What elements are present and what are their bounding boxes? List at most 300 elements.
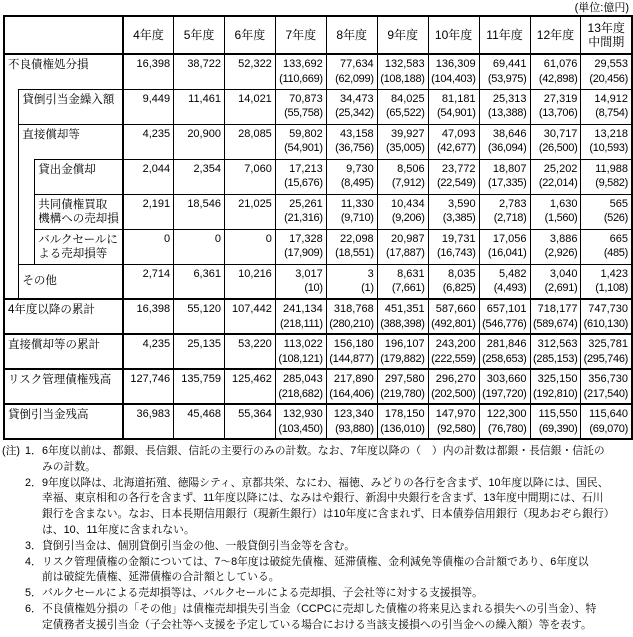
table-row	[4, 404, 632, 439]
value-cell	[326, 404, 377, 439]
value-paren: (9,206)	[391, 212, 425, 224]
note-prefix	[2, 476, 25, 539]
note-number: 6．	[25, 602, 42, 615]
value: 1,423	[600, 267, 628, 280]
note-number: 3．	[25, 539, 42, 552]
note-body	[42, 444, 633, 476]
row-label: バルクセールに よる売却損等	[35, 229, 123, 264]
value-paren: (17,909)	[284, 247, 323, 259]
value-cell	[123, 229, 174, 264]
value-cell	[428, 124, 479, 159]
value: 16,398	[136, 303, 171, 315]
value-cell	[428, 159, 479, 194]
value-cell	[530, 159, 581, 194]
value-cell	[275, 299, 326, 334]
value-paren: (16,743)	[436, 247, 476, 259]
value-cell	[428, 54, 479, 89]
value-paren: (35,005)	[386, 142, 425, 154]
value-cell	[377, 54, 428, 89]
value-cell	[275, 334, 326, 369]
row-label: 貸倒引当金残高	[4, 404, 123, 439]
value: 36,983	[136, 408, 171, 420]
value: 34,473	[340, 92, 374, 105]
value-paren: (54,901)	[284, 142, 323, 154]
value-cell	[174, 369, 225, 404]
value-cell	[581, 229, 632, 264]
value-paren: (42,677)	[436, 142, 476, 154]
value: 7,060	[244, 162, 272, 175]
value-paren: (485)	[603, 247, 628, 259]
value: 20,900	[187, 127, 221, 140]
value-paren: (526)	[603, 212, 628, 224]
value: 8,506	[397, 162, 425, 175]
value-cell	[428, 229, 479, 264]
value-cell	[326, 54, 377, 89]
value-cell	[530, 404, 581, 439]
footnote-line: は、10、11年度に含まれない。	[42, 523, 195, 536]
value: 3	[367, 267, 374, 280]
value-cell	[479, 404, 530, 439]
footnotes	[2, 444, 633, 634]
value-paren: (13,388)	[487, 107, 527, 119]
value: 28,085	[238, 127, 272, 140]
column-header: 5年度	[174, 16, 225, 54]
row-label: 直接償却等	[19, 124, 123, 159]
footnote-line: バルクセールによる売却損等は、バルクセールによる売却損、子会社等に対する支援損等。	[42, 587, 483, 600]
value: 9,449	[142, 92, 171, 105]
value: 156,180	[333, 338, 374, 350]
value-cell	[326, 159, 377, 194]
value-cell	[174, 159, 225, 194]
table-row	[4, 89, 632, 124]
value: 2,044	[142, 162, 171, 175]
value-paren: (20,456)	[589, 72, 628, 85]
value: 18,546	[187, 197, 221, 210]
value-paren: (8,495)	[340, 177, 374, 189]
value-paren: (42,898)	[538, 72, 578, 85]
value: 136,309	[435, 58, 476, 70]
value-cell	[326, 124, 377, 159]
value-cell	[530, 369, 581, 404]
indent-strip	[4, 89, 19, 299]
value-cell	[428, 369, 479, 404]
value-cell	[174, 54, 225, 89]
value-paren: (108,121)	[278, 352, 323, 365]
note-body	[42, 476, 633, 539]
value: 22,098	[340, 232, 374, 245]
value-cell	[377, 229, 428, 264]
value-cell	[174, 264, 225, 299]
value-cell	[428, 299, 479, 334]
value-cell	[174, 89, 225, 124]
value-cell	[326, 264, 377, 299]
value-paren: (1,108)	[595, 282, 628, 294]
value: 69,441	[492, 58, 527, 70]
row-label: 共同債権買取 機構への売却損	[35, 194, 123, 229]
value: 11,330	[340, 197, 374, 210]
value-paren: (258,653)	[482, 352, 527, 365]
note-body	[42, 539, 633, 555]
column-header: 4年度	[123, 16, 174, 54]
value-cell	[326, 334, 377, 369]
table-row	[4, 124, 632, 159]
value-paren: (280,210)	[329, 317, 374, 330]
footnote-line: 6年度以前は、都銀、長信銀、信託の主要行のみの計数。なお、7年度以降の（ ）内の計数は都銀・長信銀・信託の	[42, 445, 605, 457]
footnote-line: 貸倒引当金は、個別貸倒引当金の他、一般貸倒引当金等を含む。	[42, 539, 356, 552]
value: 9,730	[346, 162, 374, 175]
value-paren: (65,522)	[386, 107, 425, 119]
value: 107,442	[232, 303, 272, 315]
corner-cell	[4, 16, 123, 54]
value-paren: (54,901)	[436, 107, 476, 119]
value-cell	[123, 194, 174, 229]
value-cell	[377, 264, 428, 299]
value-paren: (388,398)	[380, 317, 425, 330]
value-cell	[123, 124, 174, 159]
value-paren: (1,560)	[544, 212, 578, 224]
value: 451,351	[384, 303, 425, 315]
value: 53,220	[238, 338, 272, 350]
value: 10,216	[238, 267, 272, 280]
value-cell	[224, 299, 275, 334]
value-cell	[428, 194, 479, 229]
value: 17,213	[289, 162, 323, 175]
value-cell	[377, 334, 428, 369]
value: 84,025	[390, 92, 425, 105]
value-paren: (1)	[361, 282, 374, 294]
footnote-line: 9年度以降は、北海道拓殖、徳陽シティ、京都共栄、なにわ、福徳、みどりの各行を含まず、10年度以降には、国民、	[42, 476, 609, 489]
value: 52,322	[238, 58, 272, 70]
value: 14,021	[238, 92, 272, 105]
footnote-line: リスク管理債権の金額については、7～8年度は破綻先債権、延滞債権、金利減免等債権の合計額であり、6年度以	[42, 555, 589, 568]
value-cell	[530, 299, 581, 334]
value-cell	[581, 89, 632, 124]
column-header: 6年度	[224, 16, 275, 54]
value: 2,714	[142, 267, 171, 280]
value: 243,200	[435, 338, 476, 350]
value-cell	[123, 264, 174, 299]
value-cell	[377, 194, 428, 229]
value-cell	[275, 264, 326, 299]
value: 25,313	[492, 92, 527, 105]
value: 303,660	[486, 373, 527, 385]
value-paren: (62,099)	[335, 72, 374, 85]
value-cell	[581, 404, 632, 439]
table-row	[4, 54, 632, 89]
unit-label: (単位:億円)	[574, 2, 629, 14]
row-label: 不良債権処分損	[4, 54, 123, 89]
value-paren: (108,188)	[380, 72, 425, 85]
value-cell	[174, 124, 225, 159]
value-cell	[581, 334, 632, 369]
row-label: 直接償却等の累計	[4, 334, 123, 369]
value: 17,056	[492, 232, 527, 245]
table-row	[4, 264, 632, 299]
note-prefix	[2, 586, 25, 602]
value-paren: (36,094)	[487, 142, 527, 154]
value: 285,043	[282, 373, 323, 385]
value-cell	[174, 404, 225, 439]
value-cell	[275, 229, 326, 264]
value: 318,768	[333, 303, 374, 315]
value-cell	[275, 89, 326, 124]
column-header: 10年度	[428, 16, 479, 54]
value: 10,434	[390, 197, 425, 210]
value-paren: (164,406)	[329, 387, 374, 400]
value-paren: (2,691)	[544, 282, 578, 294]
value-cell	[377, 89, 428, 124]
row-label: 貸出金償却	[35, 159, 123, 194]
value-paren: (9,582)	[595, 177, 628, 189]
value-paren: (26,500)	[538, 142, 578, 154]
value-paren: (21,316)	[284, 212, 323, 224]
row-label: その他	[19, 264, 123, 299]
value: 2,783	[498, 197, 527, 210]
value: 11,461	[188, 92, 221, 105]
value-cell	[428, 334, 479, 369]
value: 4,235	[142, 338, 171, 350]
value-paren: (2,718)	[493, 212, 527, 224]
value: 20,987	[390, 232, 425, 245]
value-cell	[581, 299, 632, 334]
note-body	[42, 555, 633, 587]
value: 59,802	[289, 127, 323, 140]
value: 18,807	[492, 162, 527, 175]
value: 132,583	[384, 58, 425, 70]
indent-strip	[19, 159, 35, 264]
value: 43,158	[340, 127, 374, 140]
value-paren: (104,403)	[431, 72, 476, 85]
value-paren: (69,070)	[589, 422, 628, 435]
value-cell	[224, 159, 275, 194]
value-paren: (16,041)	[487, 247, 527, 259]
value-paren: (53,975)	[487, 72, 527, 85]
value: 19,731	[441, 232, 476, 245]
value-cell	[479, 124, 530, 159]
value: 147,970	[435, 408, 476, 420]
value: 23,772	[441, 162, 476, 175]
value: 665	[609, 232, 628, 245]
value-cell	[581, 264, 632, 299]
value-paren: (295,746)	[583, 352, 628, 365]
row-label: リスク管理債権残高	[4, 369, 123, 404]
value-cell	[428, 89, 479, 124]
value-cell	[377, 404, 428, 439]
value-cell	[377, 159, 428, 194]
value-paren: (4,493)	[493, 282, 527, 294]
value-cell	[530, 194, 581, 229]
value: 123,340	[333, 408, 374, 420]
value-cell	[479, 229, 530, 264]
table-row	[4, 299, 632, 334]
table-row	[4, 159, 632, 194]
value: 3,590	[448, 197, 476, 210]
column-header: 11年度	[479, 16, 530, 54]
note-prefix	[2, 555, 25, 587]
header-row	[4, 16, 632, 54]
value: 125,462	[232, 373, 272, 385]
value-cell	[530, 334, 581, 369]
column-header: 9年度	[377, 16, 428, 54]
value-paren: (15,676)	[284, 177, 323, 189]
value: 132,930	[282, 408, 323, 420]
value-paren: (219,780)	[380, 387, 425, 400]
value: 133,692	[282, 58, 323, 70]
value: 718,177	[537, 303, 578, 315]
value-cell	[224, 89, 275, 124]
value-paren: (18,551)	[335, 247, 374, 259]
value: 0	[265, 232, 272, 245]
value-paren: (13,706)	[538, 107, 578, 119]
row-label: 4年度以降の累計	[4, 299, 123, 334]
value: 25,202	[543, 162, 578, 175]
value-paren: (192,810)	[533, 387, 578, 400]
value: 325,781	[588, 338, 628, 350]
value-cell	[581, 54, 632, 89]
value-cell	[123, 404, 174, 439]
value-cell	[326, 229, 377, 264]
value-cell	[377, 299, 428, 334]
value: 8,035	[448, 267, 476, 280]
value-paren: (589,674)	[533, 317, 578, 330]
value-cell	[377, 124, 428, 159]
table-row	[4, 229, 632, 264]
value-cell	[428, 264, 479, 299]
value: 14,912	[594, 92, 628, 105]
value-cell	[174, 194, 225, 229]
value: 16,398	[136, 58, 171, 70]
footnote	[2, 555, 633, 587]
value: 196,107	[384, 338, 425, 350]
footnote	[2, 602, 633, 634]
value: 122,300	[486, 408, 527, 420]
footnote-line: 定債務者支援引当金（子会社等へ支援を予定している場合における当該支援損への引当金への繰入額）等を表す。	[42, 618, 592, 631]
value: 747,730	[588, 303, 628, 315]
footnote-line: 幸福、東京相和の各行を含まず、11年度以降には、なみはや銀行、新潟中央銀行を含まず、13年度中間期には、石川	[42, 492, 604, 505]
value-cell	[275, 54, 326, 89]
value-cell	[275, 369, 326, 404]
value: 3,040	[549, 267, 578, 280]
value-paren: (103,450)	[278, 422, 323, 435]
value: 4,235	[142, 127, 171, 140]
value-cell	[479, 369, 530, 404]
value-paren: (546,776)	[482, 317, 527, 330]
value: 127,746	[130, 373, 171, 385]
value: 25,135	[187, 338, 221, 350]
value-paren: (222,559)	[431, 352, 476, 365]
value-paren: (17,887)	[386, 247, 425, 259]
value-cell	[224, 334, 275, 369]
value: 312,563	[537, 338, 578, 350]
value-paren: (202,500)	[431, 387, 476, 400]
value: 115,640	[589, 408, 628, 420]
note-body	[42, 586, 633, 602]
value-cell	[123, 369, 174, 404]
value: 45,468	[187, 408, 221, 420]
value: 0	[164, 232, 171, 245]
value: 17,328	[289, 232, 323, 245]
value-paren: (22,549)	[436, 177, 476, 189]
value: 30,717	[543, 127, 578, 140]
value: 38,646	[492, 127, 527, 140]
value: 25,261	[289, 197, 323, 210]
value-cell	[479, 299, 530, 334]
value-paren: (9,710)	[340, 212, 374, 224]
value-paren: (93,880)	[335, 422, 374, 435]
value-paren: (218,682)	[278, 387, 323, 400]
value: 0	[214, 232, 221, 245]
value-paren: (110,669)	[279, 72, 323, 85]
value-cell	[530, 229, 581, 264]
value-paren: (22,014)	[538, 177, 578, 189]
value-cell	[123, 299, 174, 334]
value-paren: (55,758)	[284, 107, 323, 119]
value: 565	[609, 197, 628, 210]
note-number: 5．	[25, 587, 42, 600]
value: 113,022	[283, 338, 323, 350]
value-cell	[123, 159, 174, 194]
value-cell	[174, 229, 225, 264]
value: 2,191	[142, 197, 171, 210]
value: 39,927	[390, 127, 425, 140]
note-prefix: (注)	[2, 445, 20, 457]
value-cell	[479, 264, 530, 299]
column-header: 8年度	[326, 16, 377, 54]
note-number: 4．	[25, 555, 42, 568]
value-cell	[275, 194, 326, 229]
value-paren: (2,926)	[544, 247, 578, 259]
value-cell	[326, 89, 377, 124]
note-number: 2．	[25, 476, 42, 489]
value-paren: (285,153)	[533, 352, 578, 365]
value-cell	[479, 54, 530, 89]
value-cell	[275, 404, 326, 439]
value: 13,218	[594, 127, 628, 140]
footnote	[2, 476, 633, 539]
column-header: 12年度	[530, 16, 581, 54]
value: 70,873	[289, 92, 323, 105]
value-cell	[224, 404, 275, 439]
value: 296,270	[435, 373, 476, 385]
value-cell	[326, 194, 377, 229]
value: 297,580	[384, 373, 425, 385]
value: 115,550	[538, 408, 578, 420]
value-paren: (8,754)	[595, 107, 628, 119]
value-paren: (76,780)	[487, 422, 527, 435]
value: 38,722	[187, 58, 221, 70]
value-cell	[224, 369, 275, 404]
note-prefix	[2, 602, 25, 634]
value-cell	[377, 369, 428, 404]
value-cell	[224, 124, 275, 159]
value-cell	[479, 89, 530, 124]
value-cell	[224, 229, 275, 264]
value-paren: (7,912)	[391, 177, 425, 189]
value: 6,361	[193, 267, 221, 280]
footnote-line: みの計数。	[42, 460, 96, 473]
note-number: 1．	[25, 445, 42, 457]
note-prefix	[2, 539, 25, 555]
value: 55,120	[187, 303, 221, 315]
value: 21,025	[238, 197, 272, 210]
value: 5,482	[498, 267, 527, 280]
value-cell	[224, 264, 275, 299]
value-cell	[581, 124, 632, 159]
footnote	[2, 539, 633, 555]
financial-table	[3, 15, 633, 440]
value-paren: (144,877)	[329, 352, 374, 365]
value-paren: (7,661)	[391, 282, 425, 294]
